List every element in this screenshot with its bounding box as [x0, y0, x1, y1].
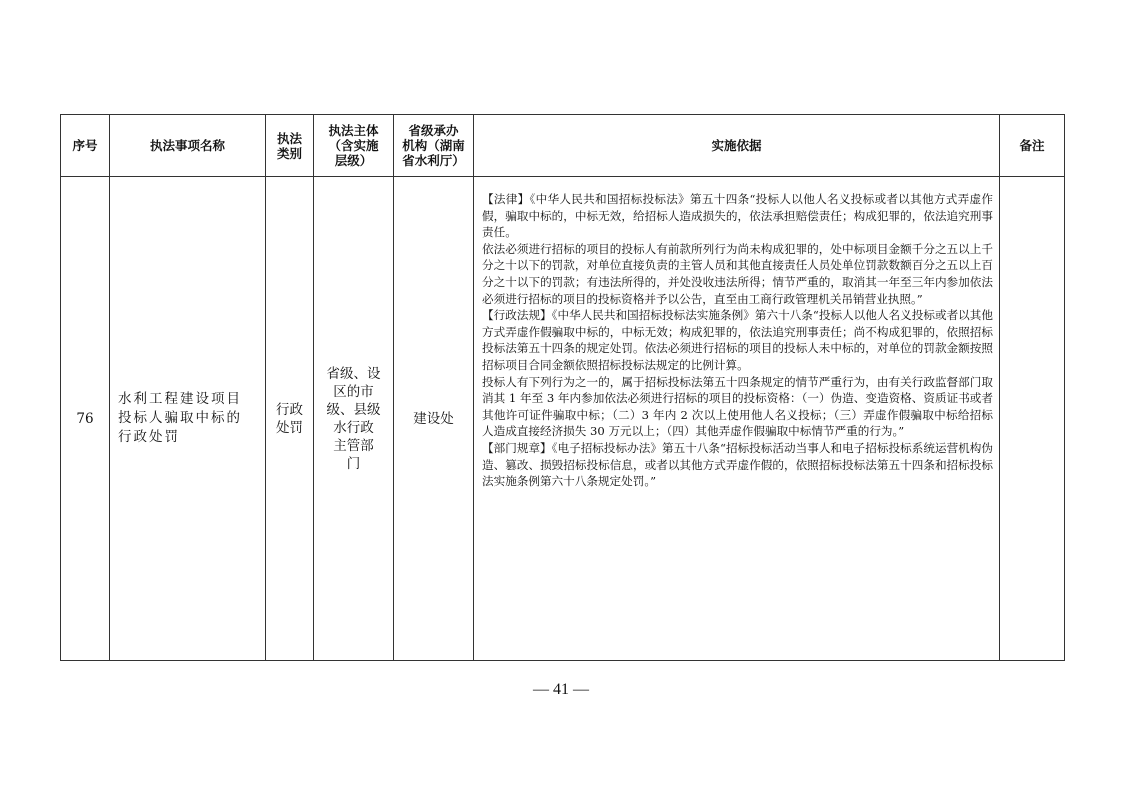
- row-category-line: 行政: [276, 401, 303, 418]
- row-subject-line: 主管部: [333, 437, 374, 454]
- row-subject-line: 区的市: [333, 383, 374, 400]
- row-category-line: 处罚: [276, 419, 303, 436]
- row-index: 76: [61, 177, 110, 661]
- row-provincial-dept: 建设处: [394, 177, 474, 661]
- header-subject-line: 层级）: [334, 153, 373, 168]
- row-item-name: 水利工程建设项目投标人骗取中标的行政处罚: [110, 177, 266, 661]
- basis-paragraph: 【行政法规】《中华人民共和国招标投标法实施条例》第六十八条“投标人以他人名义投标或者以其他方式弄虚作假骗取中标的，中标无效；构成犯罪的，依法追究刑事责任；尚不构成犯罪的，依照招标投标法第五十四条的规定处罚。依法必须进行招标的项目的投标人未中标的，对单位的罚款金额按照招标项目合同金额依照招标投标法规定的比例计算。: [482, 308, 993, 372]
- basis-paragraph: 依法必须进行招标的项目的投标人有前款所列行为尚未构成犯罪的，处中标项目金额千分之五以上千分之十以下的罚款，对单位直接负责的主管人员和其他直接责任人员处单位罚款数额百分之五以上百分之十以下的罚款；有违法所得的，并处没收违法所得；情节严重的，取消其一年至三年内参加依法必须进行招标的项目的投标资格并予以公告，直至由工商行政管理机关吊销营业执照。”: [482, 241, 993, 306]
- row-subject-line: 水行政: [333, 419, 374, 436]
- header-index: 序号: [61, 115, 110, 177]
- basis-paragraph: 【部门规章】《电子招标投标办法》第五十八条“招标投标活动当事人和电子招标投标系统运营机构伪造、篡改、损毁招标投标信息，或者以其他方式弄虚作假的，依照招标投标法第五十四条和招标投标法实施条例第六十八条规定处罚。”: [482, 440, 993, 489]
- header-provincial-dept-line: 省水利厅）: [402, 153, 465, 168]
- header-category-line: 执法: [276, 130, 302, 146]
- header-basis: 实施依据: [474, 115, 1000, 177]
- table-row: [61, 177, 1065, 661]
- header-provincial-dept: [394, 115, 474, 177]
- row-remarks: [1000, 177, 1065, 661]
- header-subject-line: 执法主体: [328, 123, 379, 138]
- row-subject-line: 省级、设: [326, 365, 381, 382]
- basis-paragraph: 投标人有下列行为之一的，属于招标投标法第五十四条规定的情节严重行为，由有关行政监督部门取消其 1 年至 3 年内参加依法必须进行招标的项目的投标资格：（一）伪造、变造资格、资质证书或者其他许可证件骗取中标；（二）3 年内 2 次以上使用他人名义投标；（三）弄虚作假骗取中标给招标人造成直接经济损失 30 万元以上；（四）其他弄虚作假骗取中标情节严重的行为。”: [482, 374, 993, 439]
- header-category: [266, 115, 314, 177]
- header-category-line: 类别: [276, 145, 302, 161]
- header-provincial-dept-line: 省级承办: [408, 123, 459, 138]
- page-number: — 41 —: [533, 681, 589, 698]
- row-subject-line: 门: [346, 455, 361, 472]
- basis-paragraph: 【法律】《中华人民共和国招标投标法》第五十四条“投标人以他人名义投标或者以其他方式弄虚作假，骗取中标的，中标无效，给招标人造成损失的，依法承担赔偿责任；构成犯罪的，依法追究刑事责任。: [482, 192, 993, 240]
- row-basis: [474, 177, 1000, 661]
- table-header-row: [61, 115, 1065, 177]
- header-remarks: 备注: [1000, 115, 1065, 177]
- header-subject: [314, 115, 394, 177]
- header-provincial-dept-line: 机构（湖南: [402, 138, 465, 153]
- row-category: [266, 177, 314, 661]
- law-enforcement-table: [60, 114, 1065, 661]
- header-item-name: 执法事项名称: [110, 115, 266, 177]
- row-subject-line: 级、县级: [326, 401, 381, 418]
- row-subject: [314, 177, 394, 661]
- header-subject-line: （含实施: [328, 138, 379, 153]
